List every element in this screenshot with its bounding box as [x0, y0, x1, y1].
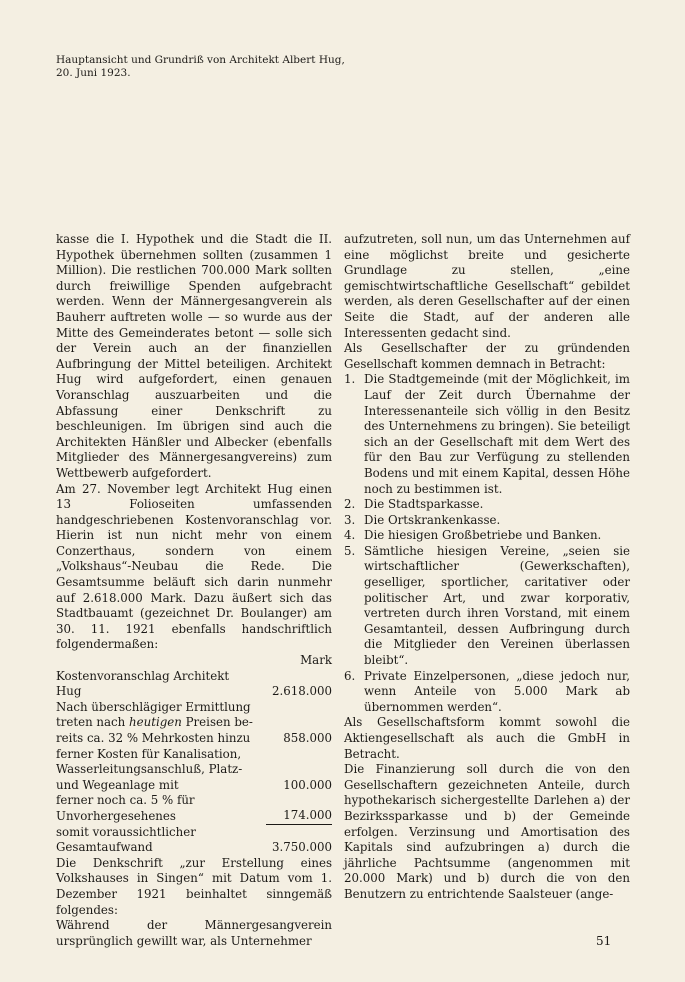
caption-line-1: Hauptansicht und Grundriß von Architekt Albert Hug, — [56, 54, 345, 66]
cost-amount: 174.000 — [266, 808, 332, 825]
right-paragraph-2: Als Gesellschafter der zu gründenden Gesellschaft kommen demnach in Betracht: — [344, 341, 630, 371]
cost-header-row — [56, 653, 332, 669]
right-paragraph-3: Als Gesellschaftsform kommt sowohl die Aktiengesellschaft als auch die GmbH in Betracht. — [344, 715, 630, 761]
cost-label: ferner Kosten für Kanalisation, Wasserleitungsanschluß, Platz- und Wegeanlage mit — [56, 746, 243, 792]
right-paragraph-1: aufzutreten, soll nun, um das Unternehmen auf eine möglichst breite und gesicherte Grundlage zu stellen, „eine gemischtwirtschaftliche Gesellschaft“ gebildet werden, als deren Gesellschafter auf der einen Seite die Stadt, auf der anderen alle Interessenten gedacht sind. — [344, 232, 630, 340]
cost-amount: 858.000 — [283, 731, 332, 745]
cost-currency-header: Mark — [300, 653, 332, 668]
left-column — [56, 232, 332, 949]
cost-row-contingency — [56, 793, 332, 824]
figure-caption — [56, 54, 356, 80]
list-item: 4. Die hiesigen Großbetriebe und Banken. — [344, 528, 602, 543]
cost-table — [56, 653, 332, 856]
list-item: 3. Die Ortskrankenkasse. — [344, 512, 501, 527]
left-paragraph-4: Während der Männergesangverein ursprünglich gewillt war, als Unternehmer — [56, 918, 332, 948]
cost-row-infrastructure — [56, 747, 332, 794]
list-item: 2. Die Stadtsparkasse. — [344, 497, 484, 512]
page-number: 51 — [596, 934, 612, 948]
cost-row-surcharge — [56, 700, 332, 747]
caption-line-2: 20. Juni 1923. — [56, 67, 131, 79]
cost-amount: 2.618.000 — [271, 684, 332, 699]
right-paragraph-4: Die Finanzierung soll durch die von den Gesellschaftern gezeichneten Anteile, durch hypothekarisch sichergestellte Darlehen a) der Bezirkssparkasse und b) der Gemeinde erfolgen. Verzinsung und Amortisation des Kapitals sind aufzubringen a) durch die jährliche Pachtsumme (angenommen mit 20.000 Mark) und b) durch die von den Benutzern zu entrichtende Saalsteuer (ange- — [344, 762, 630, 901]
cost-amount-total: 3.750.000 — [271, 840, 332, 855]
cost-label: Kostenvoranschlag Architekt Hug — [56, 668, 230, 699]
cost-label: ferner noch ca. 5 % für Unvorhergesehenes — [56, 793, 195, 823]
list-item: 5. Sämtliche hiesigen Vereine, „seien sie wirtschaftlicher (Gewerkschaften), geselliger, sportlicher, caritativer oder politischer Art, und zwar korporativ, vertreten durch ihren Vorstand, mit einem Gesamtanteil, dessen Aufbringung durch die Mitglieder den Vereinen überlassen bleibt“. — [344, 543, 630, 668]
cost-amount: 100.000 — [283, 777, 332, 792]
shareholder-list — [344, 372, 630, 715]
cost-row-estimate — [56, 669, 332, 700]
left-paragraph-2: Am 27. November legt Architekt Hug einen 13 Folioseiten umfassenden handgeschriebenen Kostenvoranschlag vor. Hierin ist nun nicht mehr von einem Conzerthaus, sondern von einem „Volkshaus“-Neubau die Rede. Die Gesamtsumme beläuft sich darin nunmehr auf 2.618.000 Mark. Dazu äußert sich das Stadtbauamt (gezeichnet Dr. Boulanger) am 30. 11. 1921 ebenfalls handschriftlich folgendermaßen: — [56, 481, 332, 652]
cost-label: Nach überschlägiger Ermittlung treten nach heutigen Preisen be- reits ca. 32 % Mehrkosten hinzu — [56, 699, 253, 745]
cost-label: somit voraussichtlicher Gesamtaufwand — [56, 824, 196, 855]
list-item: 1. Die Stadtgemeinde (mit der Möglichkeit, im Lauf der Zeit durch Übernahme der Interessenanteile sich völlig in den Besitz des Unternehmens zu bringen). Sie beteiligt sich an der Gesellschaft mit dem Wert des für den Bau zur Verfügung zu stellenden Bodens und mit einem Kapital, dessen Höhe noch zu bestimmen ist. — [344, 372, 630, 496]
list-item: 6. Private Einzelpersonen, „diese jedoch nur, wenn Anteile von 5.000 Mark ab übernommen werden“. — [344, 668, 630, 714]
cost-row-total — [56, 825, 332, 856]
right-column — [344, 232, 630, 903]
left-paragraph-3: Die Denkschrift „zur Erstellung eines Volkshauses in Singen“ mit Datum vom 1. Dezember 1921 beinhaltet sinngemäß folgendes: — [56, 855, 332, 917]
left-paragraph-1: kasse die I. Hypothek und die Stadt die II. Hypothek übernehmen sollten (zusammen 1 Million). Die restlichen 700.000 Mark sollten durch freiwillige Spenden aufgebracht werden. Wenn der Männergesangverein als Bauherr auftreten wolle — so wurde aus der Mitte des Gemeinderates betont — solle sich der Verein auch an der finanziellen Aufbringung der Mittel beteiligen. Architekt Hug wird aufgefordert, einen genauen Voranschlag auszuarbeiten und die Abfassung einer Denkschrift zu beschleunigen. Im übrigen sind auch die Architekten Hänßler und Albecker (ebenfalls Mitglieder des Männergesangvereins) zum Wettbewerb aufgefordert. — [56, 232, 332, 480]
